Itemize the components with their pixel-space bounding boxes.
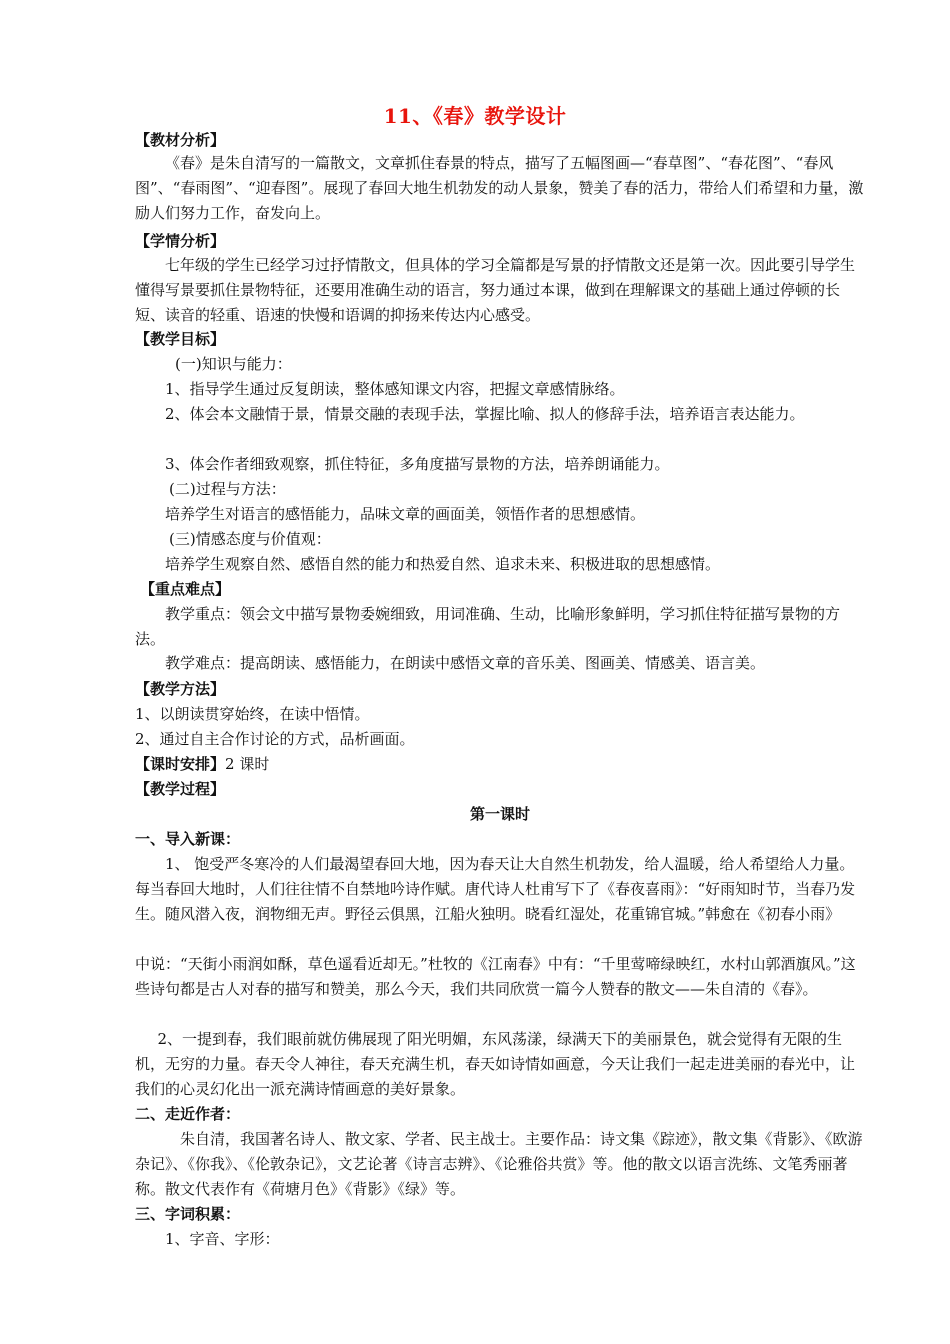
intro-paragraph-2: 2、一提到春，我们眼前就仿佛展现了阳光明媚，东风荡漾，绿满天下的美丽景色，就会觉得有无限的生机，无穷的力量。春天令人神往，春天充满生机，春天如诗情如画意，今天让我们一起走进美丽的春光中，让我们的心灵幻化出一派充满诗情画意的美好景象。: [135, 1030, 856, 1098]
goals-item-1: 1、指导学生通过反复朗读，整体感知课文内容，把握文章感情脉络。: [165, 380, 625, 398]
schedule-value: 2 课时: [225, 755, 270, 773]
author-text: 朱自清，我国著名诗人、散文家、学者、民主战士。主要作品：诗文集《踪迹》，散文集《背影》、《欧游杂记》、《你我》、《伦敦杂记》，文艺论著《诗言志辨》、《论雅俗共赏》等。他的散文以语言洗练、文笔秀丽著称。散文代表作有《荷塘月色》《背影》《绿》等。: [135, 1130, 863, 1198]
goals-item-3: 3、体会作者细致观察，抓住特征，多角度描写景物的方法，培养朗诵能力。: [165, 455, 670, 473]
intro-heading: 一、导入新课：: [135, 830, 241, 848]
focus-difficulty: 教学难点：提高朗读、感悟能力，在朗读中感悟文章的音乐美、图画美、情感美、语言美。: [165, 654, 766, 672]
goals-sub2: (二)过程与方法：: [169, 480, 286, 498]
lesson1-title: 第一课时: [469, 805, 530, 823]
students-heading: 【学情分析】: [135, 232, 226, 250]
document-title: 11、《春》教学设计: [383, 104, 567, 128]
words-heading: 三、字词积累：: [135, 1205, 241, 1223]
goals-sub3: (三)情感态度与价值观：: [169, 530, 331, 548]
goals-heading: 【教学目标】: [135, 330, 226, 348]
author-heading: 二、走近作者：: [135, 1105, 241, 1123]
focus-heading: 【重点难点】: [140, 580, 231, 598]
words-item-1: 1、字音、字形：: [165, 1230, 280, 1248]
schedule-line: [135, 752, 865, 777]
material-heading: 【教材分析】: [135, 131, 226, 149]
intro-paragraph-1: 1、 饱受严冬寒冷的人们最渴望春回大地，因为春天让大自然生机勃发，给人温暖，给人希望给人力量。每当春回大地时，人们往往情不自禁地吟诗作赋。唐代诗人杜甫写下了《春夜喜雨》：“好雨知时节，当春乃发生。随风潜入夜，润物细无声。野径云俱黑，江船火独明。晓看红湿处，花重锦官城。”韩愈在《初春小雨》: [135, 855, 856, 923]
focus-key: 教学重点：领会文中描写景物委婉细致，用词准确、生动，比喻形象鲜明，学习抓住特征描写景物的方法。: [135, 605, 841, 648]
goals-item-2: 2、体会本文融情于景，情景交融的表现手法，掌握比喻、拟人的修辞手法，培养语言表达能力。: [165, 405, 805, 423]
process-heading: 【教学过程】: [135, 780, 226, 798]
methods-item-2: 2、通过自主合作讨论的方式，品析画面。: [135, 730, 415, 748]
methods-heading: 【教学方法】: [135, 680, 226, 698]
intro-paragraph-1b: 中说：“天街小雨润如酥，草色遥看近却无。”杜牧的《江南春》中有：“千里莺啼绿映红，水村山郭酒旗风。”这些诗句都是古人对春的描写和赞美，那么今天，我们共同欣赏一篇今人赞春的散文——朱自清的《春》。: [135, 955, 856, 998]
material-text: 《春》是朱自清写的一篇散文，文章抓住春景的特点，描写了五幅图画—“春草图”、“春花图”、“春风图”、“春雨图”、“迎春图”。展现了春回大地生机勃发的动人景象，赞美了春的活力，带给人们希望和力量，激励人们努力工作，奋发向上。: [135, 154, 864, 222]
methods-item-1: 1、以朗读贯穿始终，在读中悟情。: [135, 705, 370, 723]
goals-sub2-text: 培养学生对语言的感悟能力，品味文章的画面美，领悟作者的思想感情。: [165, 505, 646, 523]
students-text: 七年级的学生已经学习过抒情散文，但具体的学习全篇都是写景的抒情散文还是第一次。因此要引导学生懂得写景要抓住景物特征，还要用准确生动的语言，努力通过本课，做到在理解课文的基础上通过停顿的长短、读音的轻重、语速的快慢和语调的抑扬来传达内心感受。: [135, 256, 856, 324]
goals-sub3-text: 培养学生观察自然、感悟自然的能力和热爱自然、追求未来、积极进取的思想感情。: [165, 555, 721, 573]
goals-sub1: (一)知识与能力：: [175, 355, 292, 373]
schedule-heading: 【课时安排】: [135, 755, 226, 773]
